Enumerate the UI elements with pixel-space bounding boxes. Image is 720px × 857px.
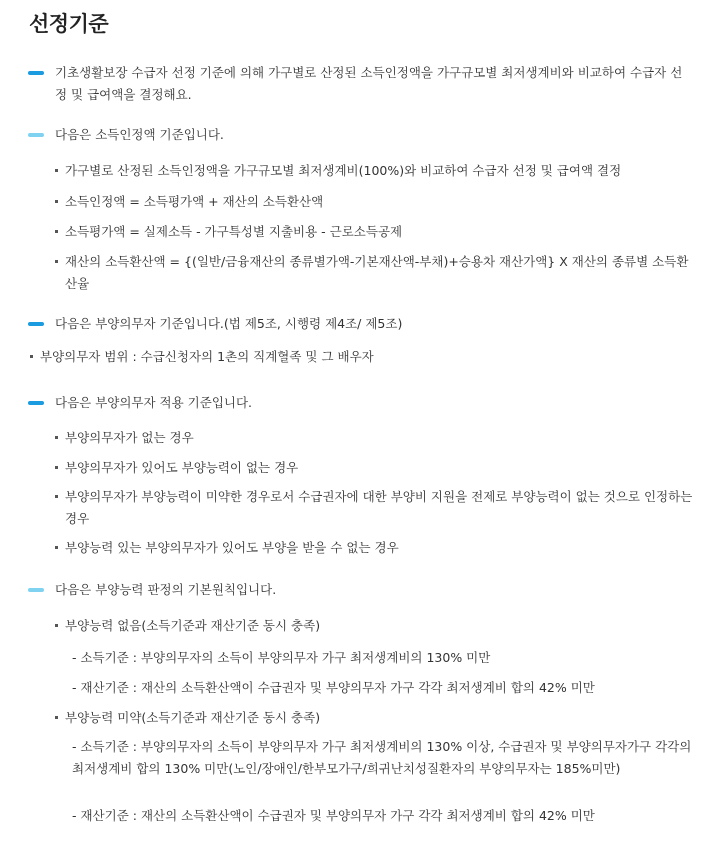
bullet-icon bbox=[55, 495, 58, 498]
list-item: 소득인정액 = 소득평가액 + 재산의 소득환산액 bbox=[55, 191, 694, 213]
list-item: 부양의무자가 있어도 부양능력이 없는 경우 bbox=[55, 457, 694, 479]
sub-item: - 재산기준 : 재산의 소득환산액이 수급권자 및 부양의무자 가구 각각 최저생계비 합의 42% 미만 bbox=[72, 808, 595, 823]
bullet-icon bbox=[55, 260, 58, 263]
principle-section-heading bbox=[28, 579, 694, 601]
list-item: 재산의 소득환산액 = {(일반/금융재산의 종류별가액-기본재산액-부채)+승용차 재산가액} X 재산의 종류별 소득환산율 bbox=[55, 251, 694, 295]
list-item: 부양능력 미약(소득기준과 재산기준 동시 충족) bbox=[55, 707, 694, 729]
principle-heading: 다음은 부양능력 판정의 기본원칙입니다. bbox=[55, 582, 277, 597]
list-item: 부양의무자가 없는 경우 bbox=[55, 427, 694, 449]
sub-item: - 재산기준 : 재산의 소득환산액이 수급권자 및 부양의무자 가구 각각 최저생계비 합의 42% 미만 bbox=[72, 680, 595, 695]
list-item: 가구별로 산정된 소득인정액을 가구규모별 최저생계비(100%)와 비교하여 수급자 선정 및 급여액 결정 bbox=[55, 160, 694, 182]
bullet-icon bbox=[55, 436, 58, 439]
intro-text: 기초생활보장 수급자 선정 기준에 의해 가구별로 산정된 소득인정액을 가구규모별 최저생계비와 비교하여 수급자 선정 및 급여액을 결정해요. bbox=[55, 65, 683, 102]
bullet-icon bbox=[55, 169, 58, 172]
bullet-icon bbox=[55, 716, 58, 719]
list-item: 부양의무자 범위 : 수급신청자의 1촌의 직계혈족 및 그 배우자 bbox=[30, 346, 694, 368]
section-dash-icon bbox=[28, 133, 44, 137]
income-section-heading bbox=[28, 124, 694, 146]
section-dash-icon bbox=[28, 588, 44, 592]
bullet-icon bbox=[55, 200, 58, 203]
bullet-icon bbox=[55, 546, 58, 549]
sub-item: - 소득기준 : 부양의무자의 소득이 부양의무자 가구 최저생계비의 130% 미만 bbox=[72, 650, 491, 665]
income-heading: 다음은 소득인정액 기준입니다. bbox=[55, 127, 224, 142]
intro-section bbox=[28, 62, 694, 106]
section-dash-icon bbox=[28, 322, 44, 326]
page-title: 선정기준 bbox=[29, 12, 109, 36]
obligor-heading: 다음은 부양의무자 기준입니다.(법 제5조, 시행령 제4조/ 제5조) bbox=[55, 316, 403, 331]
list-item: 소득평가액 = 실제소득 - 가구특성별 지출비용 - 근로소득공제 bbox=[55, 221, 694, 243]
bullet-icon bbox=[30, 355, 33, 358]
section-dash-icon bbox=[28, 71, 44, 75]
application-section-heading bbox=[28, 392, 694, 414]
application-heading: 다음은 부양의무자 적용 기준입니다. bbox=[55, 395, 253, 410]
bullet-icon bbox=[55, 624, 58, 627]
list-item: 부양능력 없음(소득기준과 재산기준 동시 충족) bbox=[55, 615, 694, 637]
list-item: 부양능력 있는 부양의무자가 있어도 부양을 받을 수 없는 경우 bbox=[55, 537, 694, 559]
section-dash-icon bbox=[28, 401, 44, 405]
list-item: 부양의무자가 부양능력이 미약한 경우로서 수급권자에 대한 부양비 지원을 전제로 부양능력이 없는 것으로 인정하는 경우 bbox=[55, 486, 694, 530]
obligor-section-heading bbox=[28, 313, 694, 335]
bullet-icon bbox=[55, 230, 58, 233]
bullet-icon bbox=[55, 466, 58, 469]
sub-item: - 소득기준 : 부양의무자의 소득이 부양의무자 가구 최저생계비의 130% 이상, 수급권자 및 부양의무자가구 각각의 최저생계비 합의 130% 미만(노인/장애인/한부모가구/희귀난치성질환자의 부양의무자는 185%미만) bbox=[72, 739, 692, 776]
